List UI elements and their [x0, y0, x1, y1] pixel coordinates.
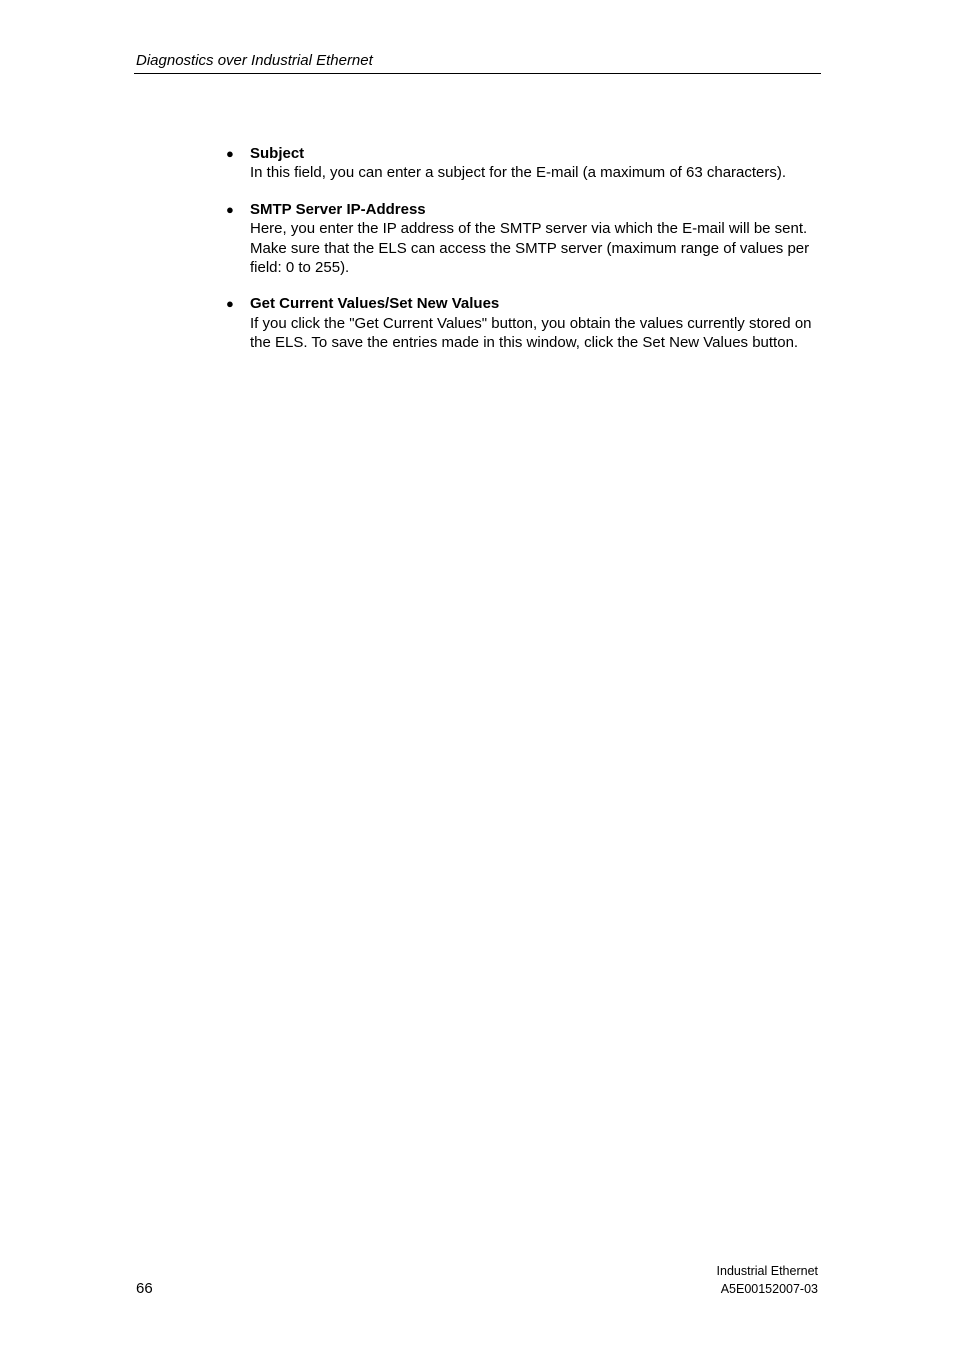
page-number: 66	[136, 1280, 153, 1297]
parameter-list	[226, 144, 816, 370]
bullet-icon: ●	[226, 201, 234, 217]
list-item-smtp-server	[226, 200, 816, 278]
footer-manual-title: Industrial Ethernet	[716, 1264, 818, 1278]
list-item-description: In this field, you can enter a subject for the E-mail (a maximum of 63 characters).	[250, 164, 787, 182]
bullet-icon: ●	[226, 296, 234, 312]
footer-document-info	[717, 1263, 818, 1298]
list-item-term: Subject	[250, 145, 305, 162]
footer-document-id: A5E00152007-03	[720, 1281, 818, 1296]
list-item-subject	[226, 144, 816, 183]
list-item-term: Get Current Values/Set New Values	[250, 295, 500, 313]
list-item-get-set-values	[226, 294, 816, 352]
running-header-title: Diagnostics over Industrial Ethernet	[136, 52, 373, 69]
list-item-term: SMTP Server IP-Address	[250, 200, 426, 218]
bullet-icon: ●	[226, 146, 234, 161]
list-item-description: If you click the "Get Current Values" button, you obtain the values currently stored on the ELS. To save the entries made in this window, click the Set New Values button.	[250, 314, 812, 352]
list-item-description: Here, you enter the IP address of the SMTP server via which the E-mail will be sent. Make sure that the ELS can access the SMTP server (maximum range of values per field: 0 to 255).	[250, 220, 810, 277]
header-divider	[134, 73, 821, 74]
